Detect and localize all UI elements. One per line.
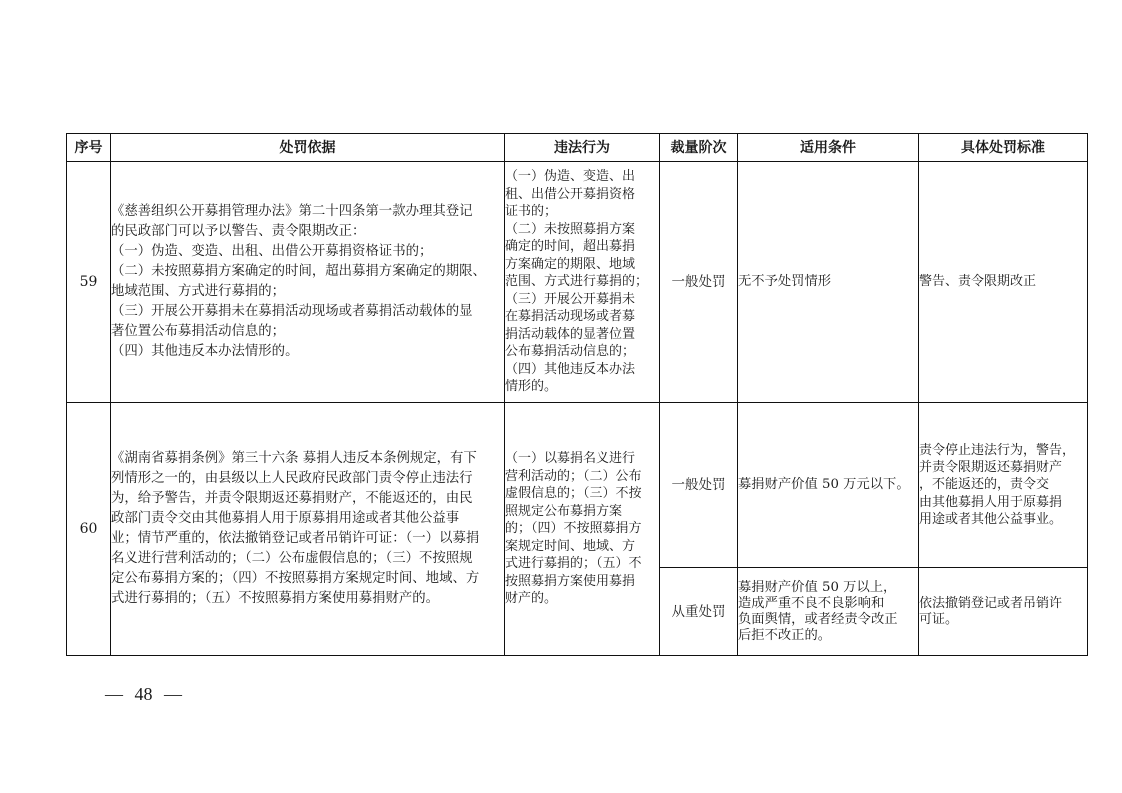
cell-condition: 无不予处罚情形 — [738, 162, 919, 403]
penalty-standards-table — [66, 133, 1088, 656]
table-body — [67, 162, 1088, 656]
table-container — [66, 133, 1088, 656]
header-violation: 违法行为 — [505, 134, 660, 162]
header-level: 裁量阶次 — [660, 134, 738, 162]
cell-basis: 《慈善组织公开募捐管理办法》第二十四条第一款办理其登记 的民政部门可以予以警告、责令限期改正： （一）伪造、变造、出租、出借公开募捐资格证书的； （二）未按照募捐方案确定的时间，超出募捐方案确定的期限、 地域范围、方式进行募捐的； （三）开展公开募捐未在募捐活动现场或者募捐活动载体的显 著位置公布募捐活动信息的； （四）其他违反本办法情形的。 — [111, 162, 505, 403]
cell-standard: 依法撤销登记或者吊销许 可证。 — [919, 568, 1088, 656]
cell-standard: 责令停止违法行为，警告， 并责令限期返还募捐财产 ，不能返还的，责令交 由其他募捐人用于原募捐 用途或者其他公益事业。 — [919, 403, 1088, 568]
header-condition: 适用条件 — [738, 134, 919, 162]
header-serial: 序号 — [67, 134, 111, 162]
table-header — [67, 134, 1088, 162]
cell-level: 从重处罚 — [660, 568, 738, 656]
table-row — [67, 162, 1088, 403]
cell-standard: 警告、责令限期改正 — [919, 162, 1088, 403]
cell-serial: 60 — [67, 403, 111, 656]
table-row — [67, 403, 1088, 568]
page-number: — 48 — — [105, 684, 182, 704]
cell-violation: （一）伪造、变造、出 租、出借公开募捐资格 证书的； （二）未按照募捐方案 确定的时间，超出募捐 方案确定的期限、地域 范围、方式进行募捐的； （三）开展公开募捐未 在募捐活动现场或者募 捐活动载体的显著位置 公布募捐活动信息的； （四）其他违反本办法 情形的。 — [505, 162, 660, 403]
header-standard: 具体处罚标准 — [919, 134, 1088, 162]
cell-serial: 59 — [67, 162, 111, 403]
table-header-row — [67, 134, 1088, 162]
cell-basis: 《湖南省募捐条例》第三十六条 募捐人违反本条例规定，有下 列情形之一的，由县级以上人民政府民政部门责令停止违法行 为，给予警告，并责令限期返还募捐财产，不能返还的，由民 政部门责令交由其他募捐人用于原募捐用途或者其他公益事 业；情节严重的，依法撤销登记或者吊销许可证：（一）以募捐 名义进行营利活动的；（二）公布虚假信息的；（三）不按照规 定公布募捐方案的；（四）不按照募捐方案规定时间、地域、方 式进行募捐的；（五）不按照募捐方案使用募捐财产的。 — [111, 403, 505, 656]
cell-level: 一般处罚 — [660, 162, 738, 403]
header-basis: 处罚依据 — [111, 134, 505, 162]
cell-violation: （一）以募捐名义进行 营利活动的；（二）公布 虚假信息的；（三）不按 照规定公布募捐方案 的；（四）不按照募捐方 案规定时间、地域、方 式进行募捐的；（五）不 按照募捐方案使用募捐 财产的。 — [505, 403, 660, 656]
cell-condition: 募捐财产价值 50 万以上， 造成严重不良不良影响和 负面舆情，或者经责令改正 后拒不改正的。 — [738, 568, 919, 656]
cell-level: 一般处罚 — [660, 403, 738, 568]
cell-condition: 募捐财产价值 50 万元以下。 — [738, 403, 919, 568]
